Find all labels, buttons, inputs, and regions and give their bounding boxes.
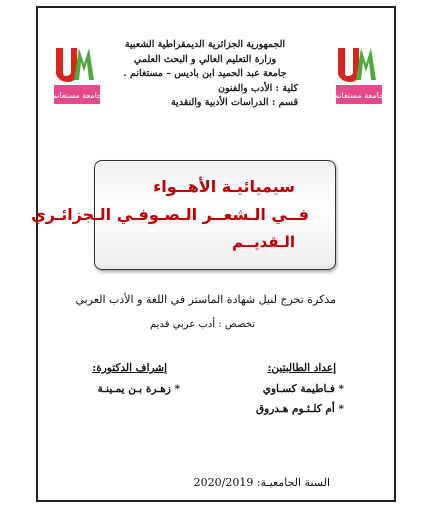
- logo-caption-right: جامعة مستغانم: [334, 91, 384, 100]
- university-logo-icon: [334, 40, 384, 108]
- specialization: تخصص : أدب عربي قديم: [150, 319, 255, 330]
- thesis-title-box: [31, 160, 336, 270]
- university-logo-right: [334, 40, 384, 108]
- thesis-title-line-1: سيميائيـة الأهــواء: [153, 177, 295, 196]
- thesis-title-line-3: الـقديــم: [231, 233, 295, 251]
- header-department: قسم : الدراسات الأدبية والنقدية: [170, 97, 298, 108]
- students-label: إعداد الطالبتين:: [267, 362, 336, 374]
- university-logo-icon: [52, 40, 102, 108]
- supervisor-name: * زهـرة بـن يمـينـة: [97, 383, 180, 395]
- header-republic: الجمهورية الجزائرية الديمقراطية الشعبية: [124, 39, 286, 50]
- student-name-2: * أم كلـثـوم هـدروق: [255, 403, 344, 415]
- header-ministry: وزارة التعليم العالي و البحث العلمي: [133, 53, 277, 65]
- header-faculty: كلية : الأدب والفنون: [218, 82, 298, 94]
- logo-caption-left: جامعة مستغانم: [52, 91, 102, 100]
- header-university: جامعة عبد الحميد ابن باديس – مستغانم .: [123, 68, 287, 79]
- supervisor-label: إشراف الدكتورة:: [92, 362, 167, 374]
- student-name-1: * فـاطيمة كسـاوي: [262, 383, 344, 395]
- thesis-title-line-2: فــي الـشعــر الـصـوفـي الـجزائـري: [31, 205, 309, 224]
- thesis-subtitle: مذكرة تخرج لنيل شهادة الماستر في اللغة و الأدب العربي: [75, 293, 336, 306]
- academic-year: السنة الجامعيـة: 2020/2019: [193, 476, 330, 489]
- institution-header: [112, 38, 298, 111]
- university-logo-left: [52, 40, 102, 108]
